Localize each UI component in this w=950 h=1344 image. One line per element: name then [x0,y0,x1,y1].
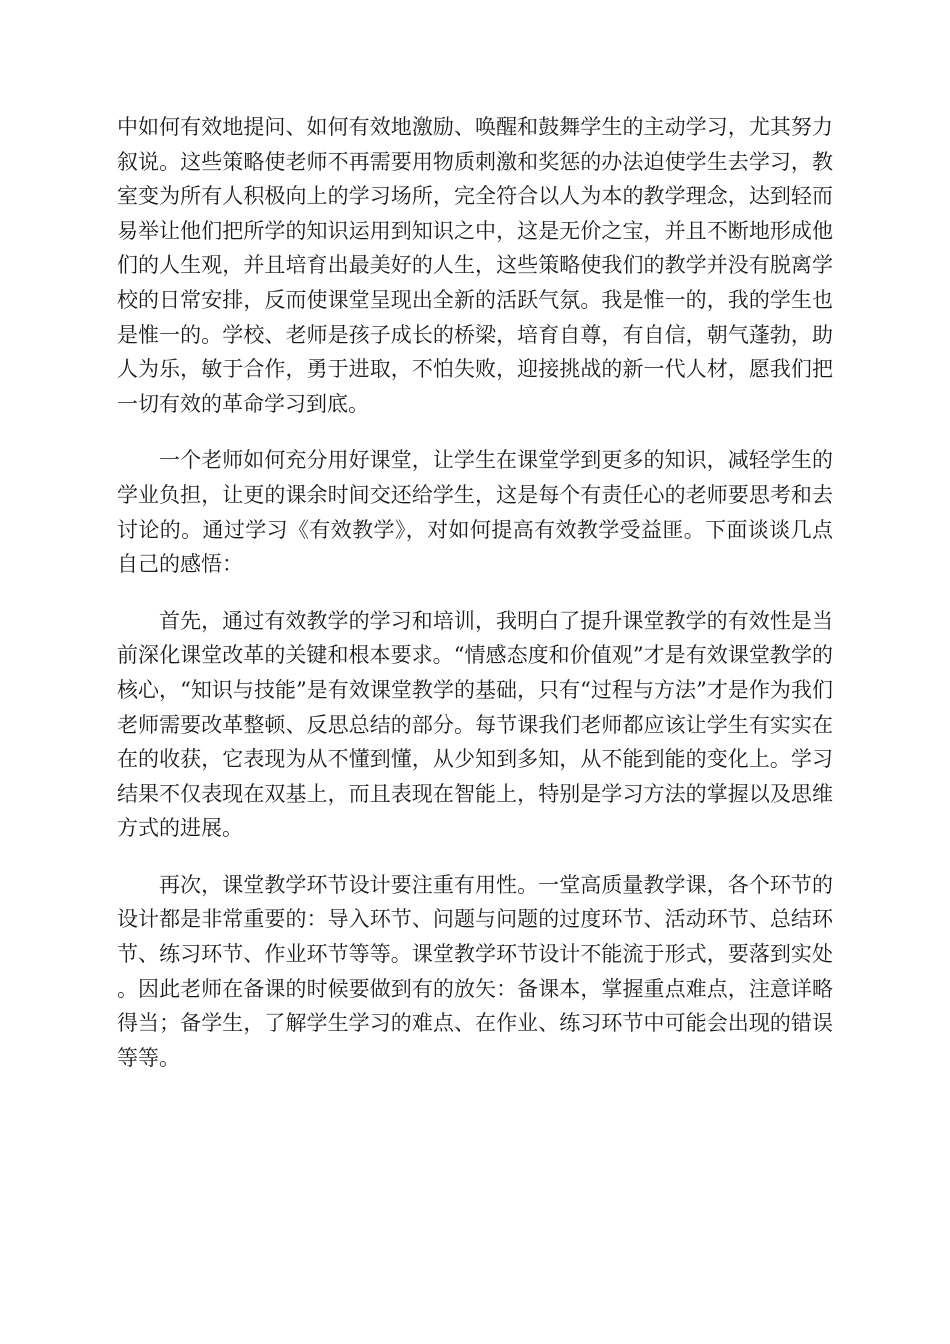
document-body [117,110,833,1097]
paragraph-4: 再次，课堂教学环节设计要注重有用性。一堂高质量教学课，各个环节的设计都是非常重要的：导入环节、问题与问题的过度环节、活动环节、总结环节、练习环节、作业环节等等。课堂教学环节设计不能流于形式，要落到实处。因此老师在备课的时候要做到有的放矢：备课本，掌握重点难点，注意详略得当；备学生，了解学生学习的难点、在作业、练习环节中可能会出现的错误等等。 [117,872,833,1070]
paragraph-1: 中如何有效地提问、如何有效地激励、唤醒和鼓舞学生的主动学习，尤其努力叙说。这些策略使老师不再需要用物质刺激和奖惩的办法迫使学生去学习，教室变为所有人积极向上的学习场所，完全符合以人为本的教学理念，达到轻而易举让他们把所学的知识运用到知识之中，这是无价之宝，并且不断地形成他们的人生观，并且培育出最美好的人生，这些策略使我们的教学并没有脱离学校的日常安排，反而使课堂呈现出全新的活跃气氛。我是惟一的，我的学生也是惟一的。学校、老师是孩子成长的桥梁，培育自尊，有自信，朝气蓬勃，助人为乐，敏于合作，勇于进取，不怕失败，迎接挑战的新一代人材，愿我们把一切有效的革命学习到底。 [117,115,833,416]
paragraph-2: 一个老师如何充分用好课堂，让学生在课堂学到更多的知识，减轻学生的学业负担，让更的课余时间交还给学生，这是每个有责任心的老师要思考和去讨论的。通过学习《有效教学》，对如何提高有效教学受益匪。下面谈谈几点自己的感悟： [117,448,833,577]
paragraph-3: 首先，通过有效教学的学习和培训，我明白了提升课堂教学的有效性是当前深化课堂改革的关键和根本要求。“情感态度和价值观”才是有效课堂教学的核心，“知识与技能”是有效课堂教学的基础，只有“过程与方法”才是作为我们老师需要改革整顿、反思总结的部分。每节课我们老师都应该让学生有实实在在的收获，它表现为从不懂到懂，从少知到多知，从不能到能的变化上。学习结果不仅表现在双基上，而且表现在智能上，特别是学习方法的掌握以及思维方式的进展。 [117,608,833,841]
